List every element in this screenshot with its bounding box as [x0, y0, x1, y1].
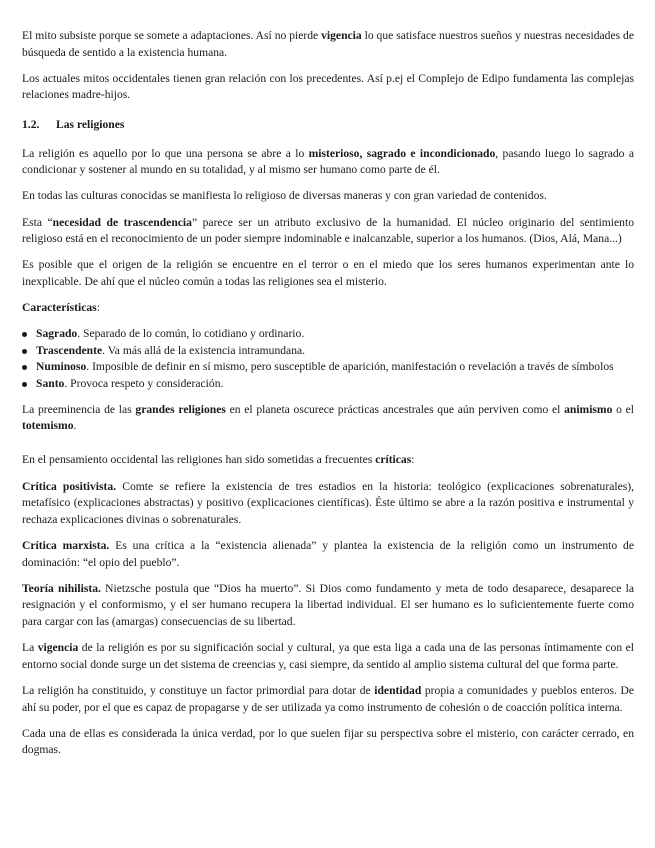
list-item: [22, 326, 634, 343]
text: lo que satisface nuestros sueños y nuestras necesidades de búsqueda de sentido a la existencia humana.: [22, 29, 634, 59]
text: , pasando luego lo sagrado a condicionar y sostener al mundo en su totalidad, y al mismo ser humano como parte de él.: [22, 146, 634, 177]
paragraph-trascendencia: [22, 215, 634, 248]
paragraph-vigencia: [22, 640, 634, 673]
list-term: Santo: [36, 377, 65, 391]
bold-trascendencia: necesidad de trascendencia: [52, 215, 192, 229]
text: La: [22, 641, 38, 655]
paragraph-mito-subsiste: [22, 28, 634, 61]
text: en el planeta oscurece prácticas ancestrales que aún perviven como el: [225, 402, 565, 416]
text: propia a comunidades y pueblos enteros. De ahí su poder, por el que es capaz de propagarse y de ser utilizada ya como instrumento de cohesión o de coacción política interna.: [22, 683, 634, 714]
spacer: [22, 444, 634, 452]
characteristics-list: [22, 326, 634, 392]
section-number: 1.2.: [22, 117, 40, 131]
list-item: [22, 376, 634, 393]
text: .: [73, 419, 77, 433]
list-term: Trascendente: [36, 343, 103, 357]
text: Nietzsche postula que “Dios ha muerto”. Si Dios como fundamento y meta de todo desaparece, desaparece la resignación y el conformismo, y el ser humano recupera la libertad individual. El ser humano es lo suficientemente fuerte como para cargar con las (amargas) consecuencias de su libertad.: [22, 581, 634, 628]
list-text: . Separado de lo común, lo cotidiano y ordinario.: [77, 327, 305, 341]
bold-critica-marxista: Crítica marxista.: [22, 539, 110, 552]
text: La preeminencia de las: [22, 402, 136, 416]
bold-caracteristicas: Características: [22, 301, 97, 315]
list-text: . Va más allá de la existencia intramundana.: [102, 343, 306, 357]
text: La religión es aquello por lo que una persona se abre a lo: [22, 146, 309, 160]
paragraph-preeminencia: [22, 402, 634, 435]
bold-vigencia: vigencia: [321, 29, 362, 42]
bullet-icon: [22, 365, 27, 370]
paragraph-teoria-nihilista: [22, 581, 634, 631]
list-text: . Provoca respeto y consideración.: [64, 377, 224, 391]
paragraph-identidad: [22, 683, 634, 716]
text: :: [411, 453, 415, 467]
list-item: [22, 343, 634, 360]
paragraph-culturas: [22, 188, 634, 205]
bold-animismo: animismo: [564, 402, 613, 416]
text: El mito subsiste porque se somete a adaptaciones. Así no pierde: [22, 29, 322, 42]
list-item: [22, 359, 634, 376]
text: :: [96, 301, 100, 315]
text: Es posible que el origen de la religión se encuentre en el terror o en el miedo que los seres humanos experimentan ante lo inexplicable. De ahí que el núcleo común a todas las religiones sea el misterio.: [22, 258, 634, 288]
paragraph-criticas-intro: [22, 452, 634, 469]
caracteristicas-label: [22, 300, 634, 317]
list-term: Sagrado: [36, 327, 78, 341]
section-heading: [22, 117, 634, 134]
bullet-icon: [22, 332, 27, 337]
bold-misterioso: misterioso, sagrado e incondicionado: [308, 146, 496, 160]
document-page: [22, 28, 634, 769]
bold-totemismo: totemismo: [22, 419, 74, 433]
text: Es una crítica a la “existencia alienada” y plantea la existencia de la religión como un instrumento de dominación: “el opio del pueblo”.: [22, 539, 634, 569]
text: ” parece ser un atributo exclusivo de la humanidad. El núcleo originario del sentimiento religioso está en el reconocimiento de un poder siempre indominable e inalcanzable, superior a los humanos. (Dios, Alá, Mana...): [22, 215, 634, 246]
text: En el pensamiento occidental las religiones han sido sometidas a frecuentes: [22, 453, 376, 467]
bullet-icon: [22, 349, 27, 354]
paragraph-religion-definicion: [22, 146, 634, 179]
paragraph-critica-marxista: [22, 538, 634, 571]
text: o el: [612, 402, 634, 416]
bold-critica-positivista: Crítica positivista.: [22, 479, 117, 493]
list-text: . Imposible de definir en sí mismo, pero susceptible de aparición, manifestación o revelación a través de símbolos: [86, 360, 614, 374]
list-term: Numinoso: [36, 360, 87, 374]
text: Esta “: [22, 215, 53, 229]
text: La religión ha constituido, y constituye un factor primordial para dotar de: [22, 683, 375, 697]
bold-teoria-nihilista: Teoría nihilista.: [22, 581, 101, 595]
paragraph-origen: [22, 257, 634, 290]
bold-vigencia: vigencia: [37, 641, 79, 655]
paragraph-dogmas: [22, 726, 634, 759]
text: de la religión es por su significación social y cultural, ya que esta liga a cada una de las personas íntimamente con el entorno social donde surge un det sistema de creencias y, casi siempre, da sentido al amplio sistema cultural del que forma parte.: [22, 641, 634, 671]
text: Comte se refiere la existencia de tres estadios en la historia: teológico (explicaciones sobrenaturales), metafísico (explicaciones abstractas) y positivo (explicaciones científicas). Éste último se abre a la razón positiva e instrumental y rechaza explicaciones divinas o sobrenaturales.: [22, 479, 635, 526]
paragraph-critica-positivista: [22, 479, 634, 529]
text: En todas las culturas conocidas se manifiesta lo religioso de diversas maneras y con gran variedad de contenidos.: [22, 189, 547, 203]
paragraph-mitos-occidentales: [22, 71, 634, 104]
bold-identidad: identidad: [374, 683, 422, 697]
section-title: Las religiones: [56, 117, 125, 131]
bold-grandes-religiones: grandes religiones: [135, 402, 226, 416]
bold-criticas: críticas: [375, 453, 412, 467]
bullet-icon: [22, 382, 27, 387]
text: Los actuales mitos occidentales tienen gran relación con los precedentes. Así p.ej el Complejo de Edipo fundamenta las complejas relaciones madre-hijos.: [22, 71, 634, 102]
text: Cada una de ellas es considerada la única verdad, por lo que suelen fijar su perspectiva sobre el misterio, con carácter cerrado, en dogmas.: [22, 726, 634, 757]
